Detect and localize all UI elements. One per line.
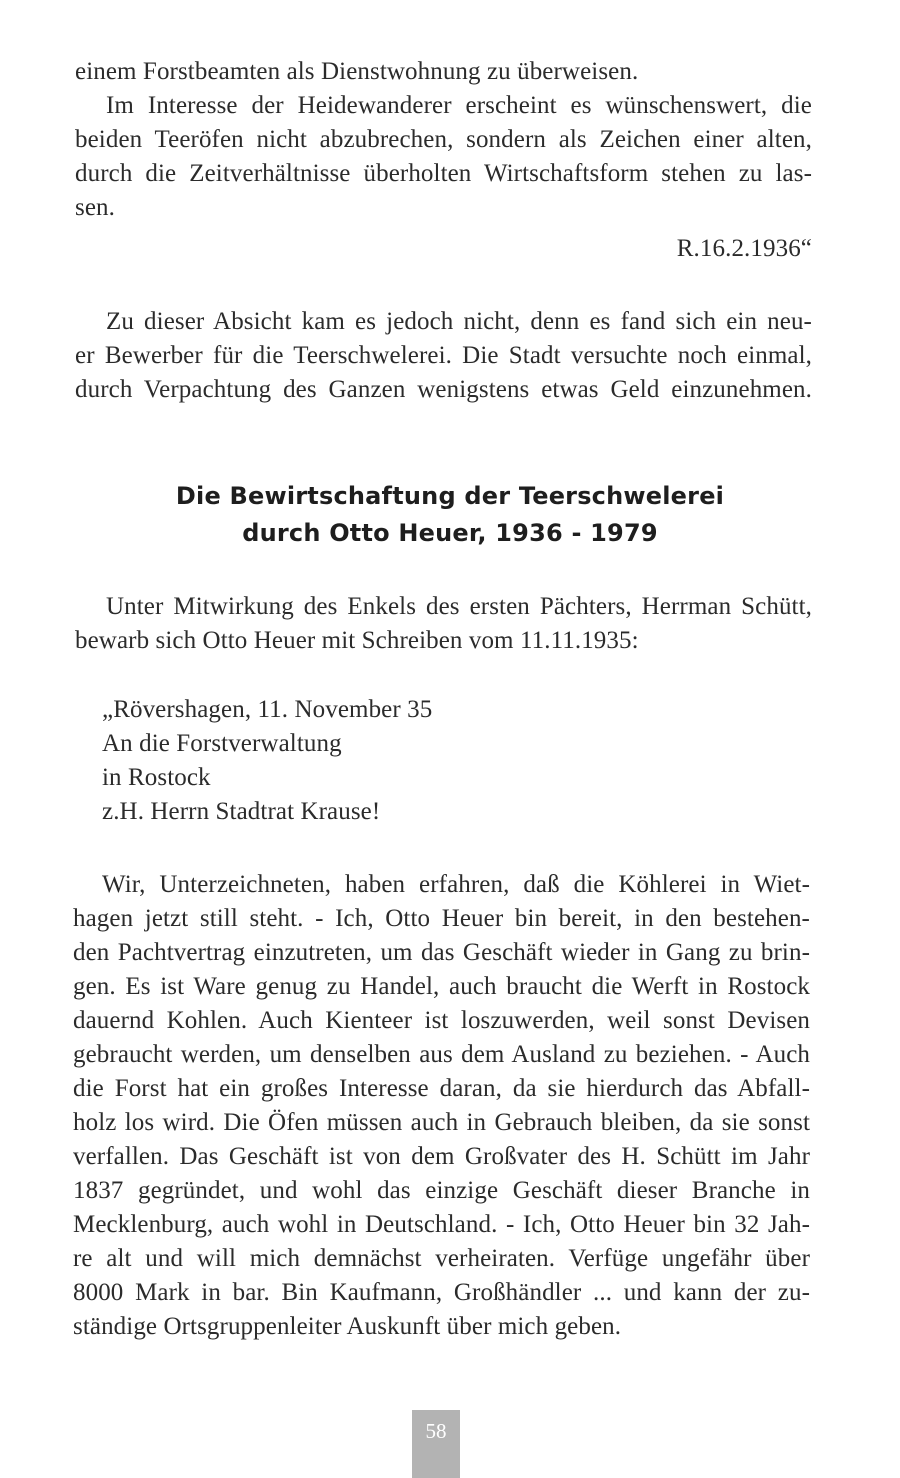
letter-body-line: den Pachtvertrag einzutreten, um das Geschäft wieder in Gang zu brin-	[73, 939, 810, 966]
letter-body-line: re alt und will mich demnächst verheiraten. Verfüge ungefähr über	[73, 1245, 810, 1272]
letter-body-line: Mecklenburg, auch wohl in Deutschland. - Ich, Otto Heuer bin 32 Jah-	[73, 1211, 810, 1238]
section-heading-line-1: Die Bewirtschaftung der Teerschwelerei	[175, 482, 725, 510]
letter-body-line: 1837 gegründet, und wohl das einzige Geschäft dieser Branche in	[73, 1177, 810, 1204]
body-text-line: er Bewerber für die Teerschwelerei. Die Stadt versuchte noch einmal,	[75, 342, 812, 369]
letter-header-line: in Rostock	[102, 764, 211, 791]
letter-body-line: gen. Es ist Ware genug zu Handel, auch braucht die Werft in Rostock	[73, 973, 810, 1000]
letter-body-line: verfallen. Das Geschäft ist von dem Großvater des H. Schütt im Jahr	[73, 1143, 810, 1170]
letter-body-line: ständige Ortsgruppenleiter Auskunft über mich geben.	[73, 1313, 622, 1340]
signature-date: R.16.2.1936“	[676, 235, 812, 262]
body-text-line: durch Verpachtung des Ganzen wenigstens etwas Geld einzunehmen.	[75, 376, 812, 403]
letter-body-line: holz los wird. Die Öfen müssen auch in Gebrauch bleiben, da sie sonst	[73, 1109, 810, 1136]
letter-body-line: 8000 Mark in bar. Bin Kaufmann, Großhändler ... und kann der zu-	[73, 1279, 810, 1306]
letter-header-line: z.H. Herrn Stadtrat Krause!	[102, 798, 381, 825]
section-heading-line-2: durch Otto Heuer, 1936 - 1979	[242, 519, 658, 547]
body-text-line: einem Forstbeamten als Dienstwohnung zu überweisen.	[75, 58, 639, 85]
letter-header-line: An die Forstverwaltung	[102, 730, 342, 757]
body-text-line: sen.	[75, 194, 115, 221]
body-text-line: beiden Teeröfen nicht abzubrechen, sondern als Zeichen einer alten,	[75, 126, 812, 153]
letter-header-line: „Rövershagen, 11. November 35	[102, 696, 433, 723]
letter-body-line: die Forst hat ein großes Interesse daran, da sie hierdurch das Abfall-	[73, 1075, 810, 1102]
body-text-line: Im Interesse der Heidewanderer erscheint es wünschenswert, die	[106, 92, 812, 119]
body-text-line: durch die Zeitverhältnisse überholten Wirtschaftsform stehen zu las-	[75, 160, 812, 187]
body-text-line: Unter Mitwirkung des Enkels des ersten Pächters, Herrman Schütt,	[106, 593, 812, 620]
page-number: 58	[412, 1410, 460, 1478]
body-text-line: Zu dieser Absicht kam es jedoch nicht, denn es fand sich ein neu-	[106, 308, 812, 335]
letter-body-line: dauernd Kohlen. Auch Kienteer ist loszuwerden, weil sonst Devisen	[73, 1007, 810, 1034]
letter-body-line: gebraucht werden, um denselben aus dem Ausland zu beziehen. - Auch	[73, 1041, 810, 1068]
letter-body-line: hagen jetzt still steht. - Ich, Otto Heuer bin bereit, in den bestehen-	[73, 905, 810, 932]
body-text-line: bewarb sich Otto Heuer mit Schreiben vom 11.11.1935:	[75, 627, 639, 654]
letter-body-line: Wir, Unterzeichneten, haben erfahren, daß die Köhlerei in Wiet-	[102, 871, 810, 898]
